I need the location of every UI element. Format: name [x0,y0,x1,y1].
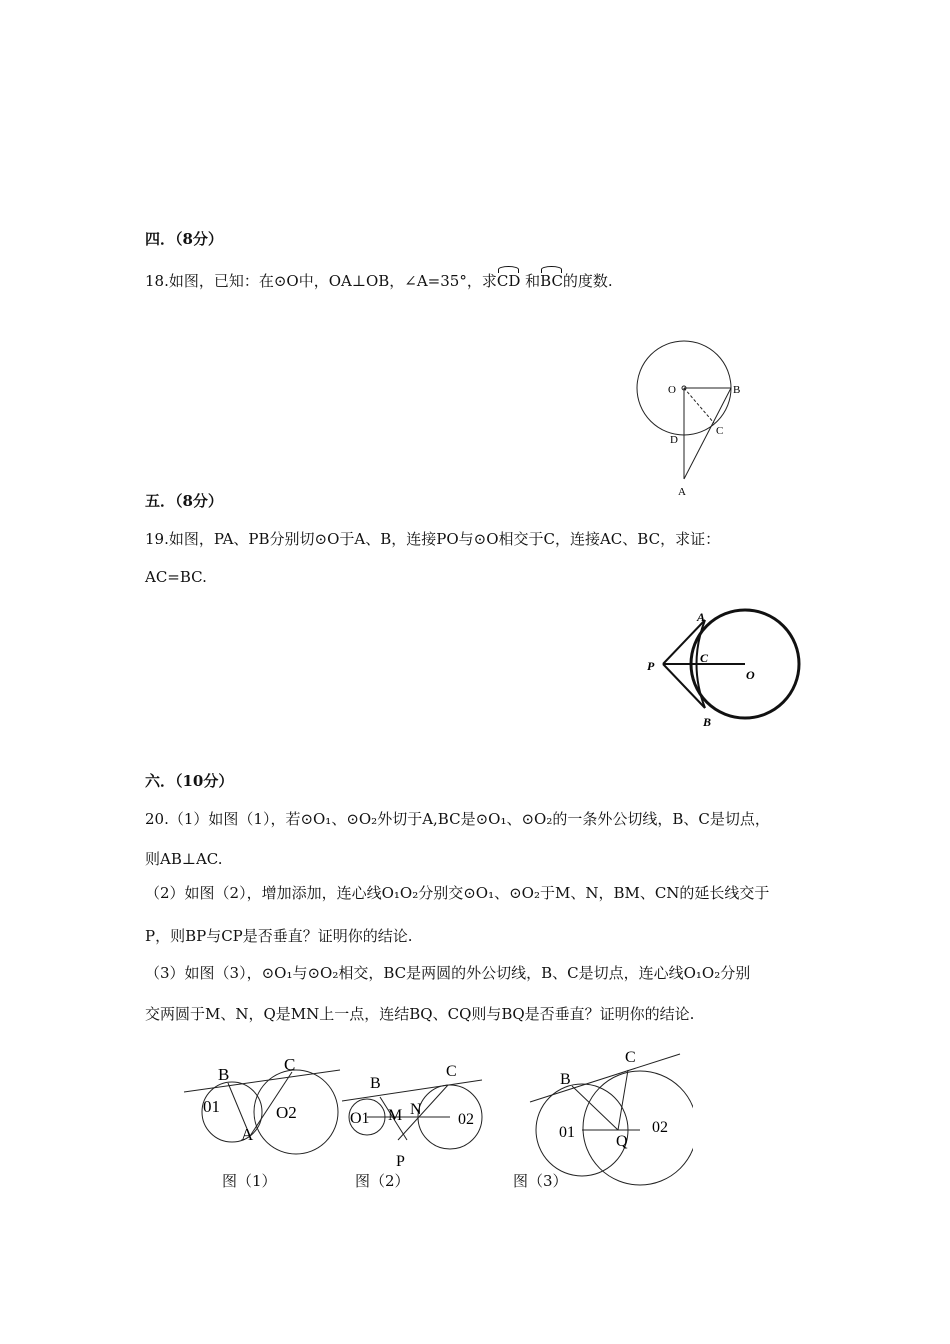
figure-19 [640,604,810,730]
question-20-line3: （2）如图（2），增加添加，连心线O₁O₂分别交⊙O₁、⊙O₂于M、N，BM、CN的延长线交于 [145,884,770,902]
fig20-1-label-b: B [218,1065,230,1084]
fig20-2-label-p: P [396,1153,405,1170]
fig19-label-o: O [746,668,755,682]
fig20-2-label-c: C [446,1063,457,1080]
fig20-3-label-o1: 01 [559,1124,575,1141]
fig18-label-o: O [668,384,676,396]
fig20-2-label-n: N [410,1101,422,1118]
fig19-label-a: A [697,610,706,624]
fig20-2-caption: 图（2） [355,1172,410,1190]
fig19-label-b: B [703,715,712,729]
figure-20-3 [528,1042,693,1190]
fig20-3-label-q: Q [616,1133,628,1150]
question-20-line5: （3）如图（3），⊙O₁与⊙O₂相交，BC是两圆的外公切线，B、C是切点，连心线O₁O₂分别 [145,964,751,982]
question-20-line6: 交两圆于M、N，Q是MN上一点，连结BQ、CQ则与BQ是否垂直？证明你的结论. [145,1005,695,1023]
question-20-line2: 则AB⊥AC. [145,850,223,868]
q18-suffix: 的度数. [562,272,613,290]
q18-mid: 和 [520,272,541,290]
question-20-line1: 20.（1）如图（1），若⊙O₁、⊙O₂外切于A,BC是⊙O₁、⊙O₂的一条外公切线，B、C是切点， [145,810,770,828]
fig19-label-p: P [647,659,655,673]
section-4-heading: 四．（8分） [145,230,223,248]
question-20-line4: P，则BP与CP是否垂直？证明你的结论. [145,927,413,945]
fig20-1-label-o2: O2 [276,1103,297,1122]
fig20-1-label-a: A [241,1125,254,1144]
question-19-line2: AC=BC. [145,568,207,586]
fig20-2-label-o1: O1 [350,1110,370,1127]
fig20-2-label-b: B [370,1075,381,1092]
fig20-2-label-m: M [388,1107,403,1124]
fig20-1-label-c: C [284,1055,296,1074]
fig20-3-label-c: C [625,1049,636,1066]
fig18-label-b: B [733,384,741,396]
q18-prefix: 18.如图，已知：在⊙O中，OA⊥OB，∠A=35°，求 [145,272,497,290]
fig18-label-a: A [678,486,686,498]
fig18-label-c: C [716,425,724,437]
figure-20-2 [340,1058,490,1170]
section-6-heading: 六．（10分） [145,772,234,790]
question-19-line1: 19.如图，PA、PB分别切⊙O于A、B，连接PO与⊙O相交于C，连接AC、BC，求证： [145,530,721,548]
figure-20-1 [180,1048,345,1168]
fig20-3-label-b: B [560,1071,571,1088]
fig20-3-label-o2: 02 [652,1119,668,1136]
fig20-3-caption: 图（3） [513,1172,568,1190]
fig20-2-label-o2: 02 [458,1111,474,1128]
figure-18 [630,338,760,500]
fig20-1-caption: 图（1） [222,1172,277,1190]
arc-bc: BC [540,272,563,290]
fig20-1-label-o1: 01 [203,1097,220,1116]
section-5-heading: 五．（8分） [145,492,223,510]
question-18 [145,270,613,291]
fig18-label-d: D [670,434,678,446]
arc-cd: CD [496,272,521,290]
fig19-label-c: C [700,651,709,665]
